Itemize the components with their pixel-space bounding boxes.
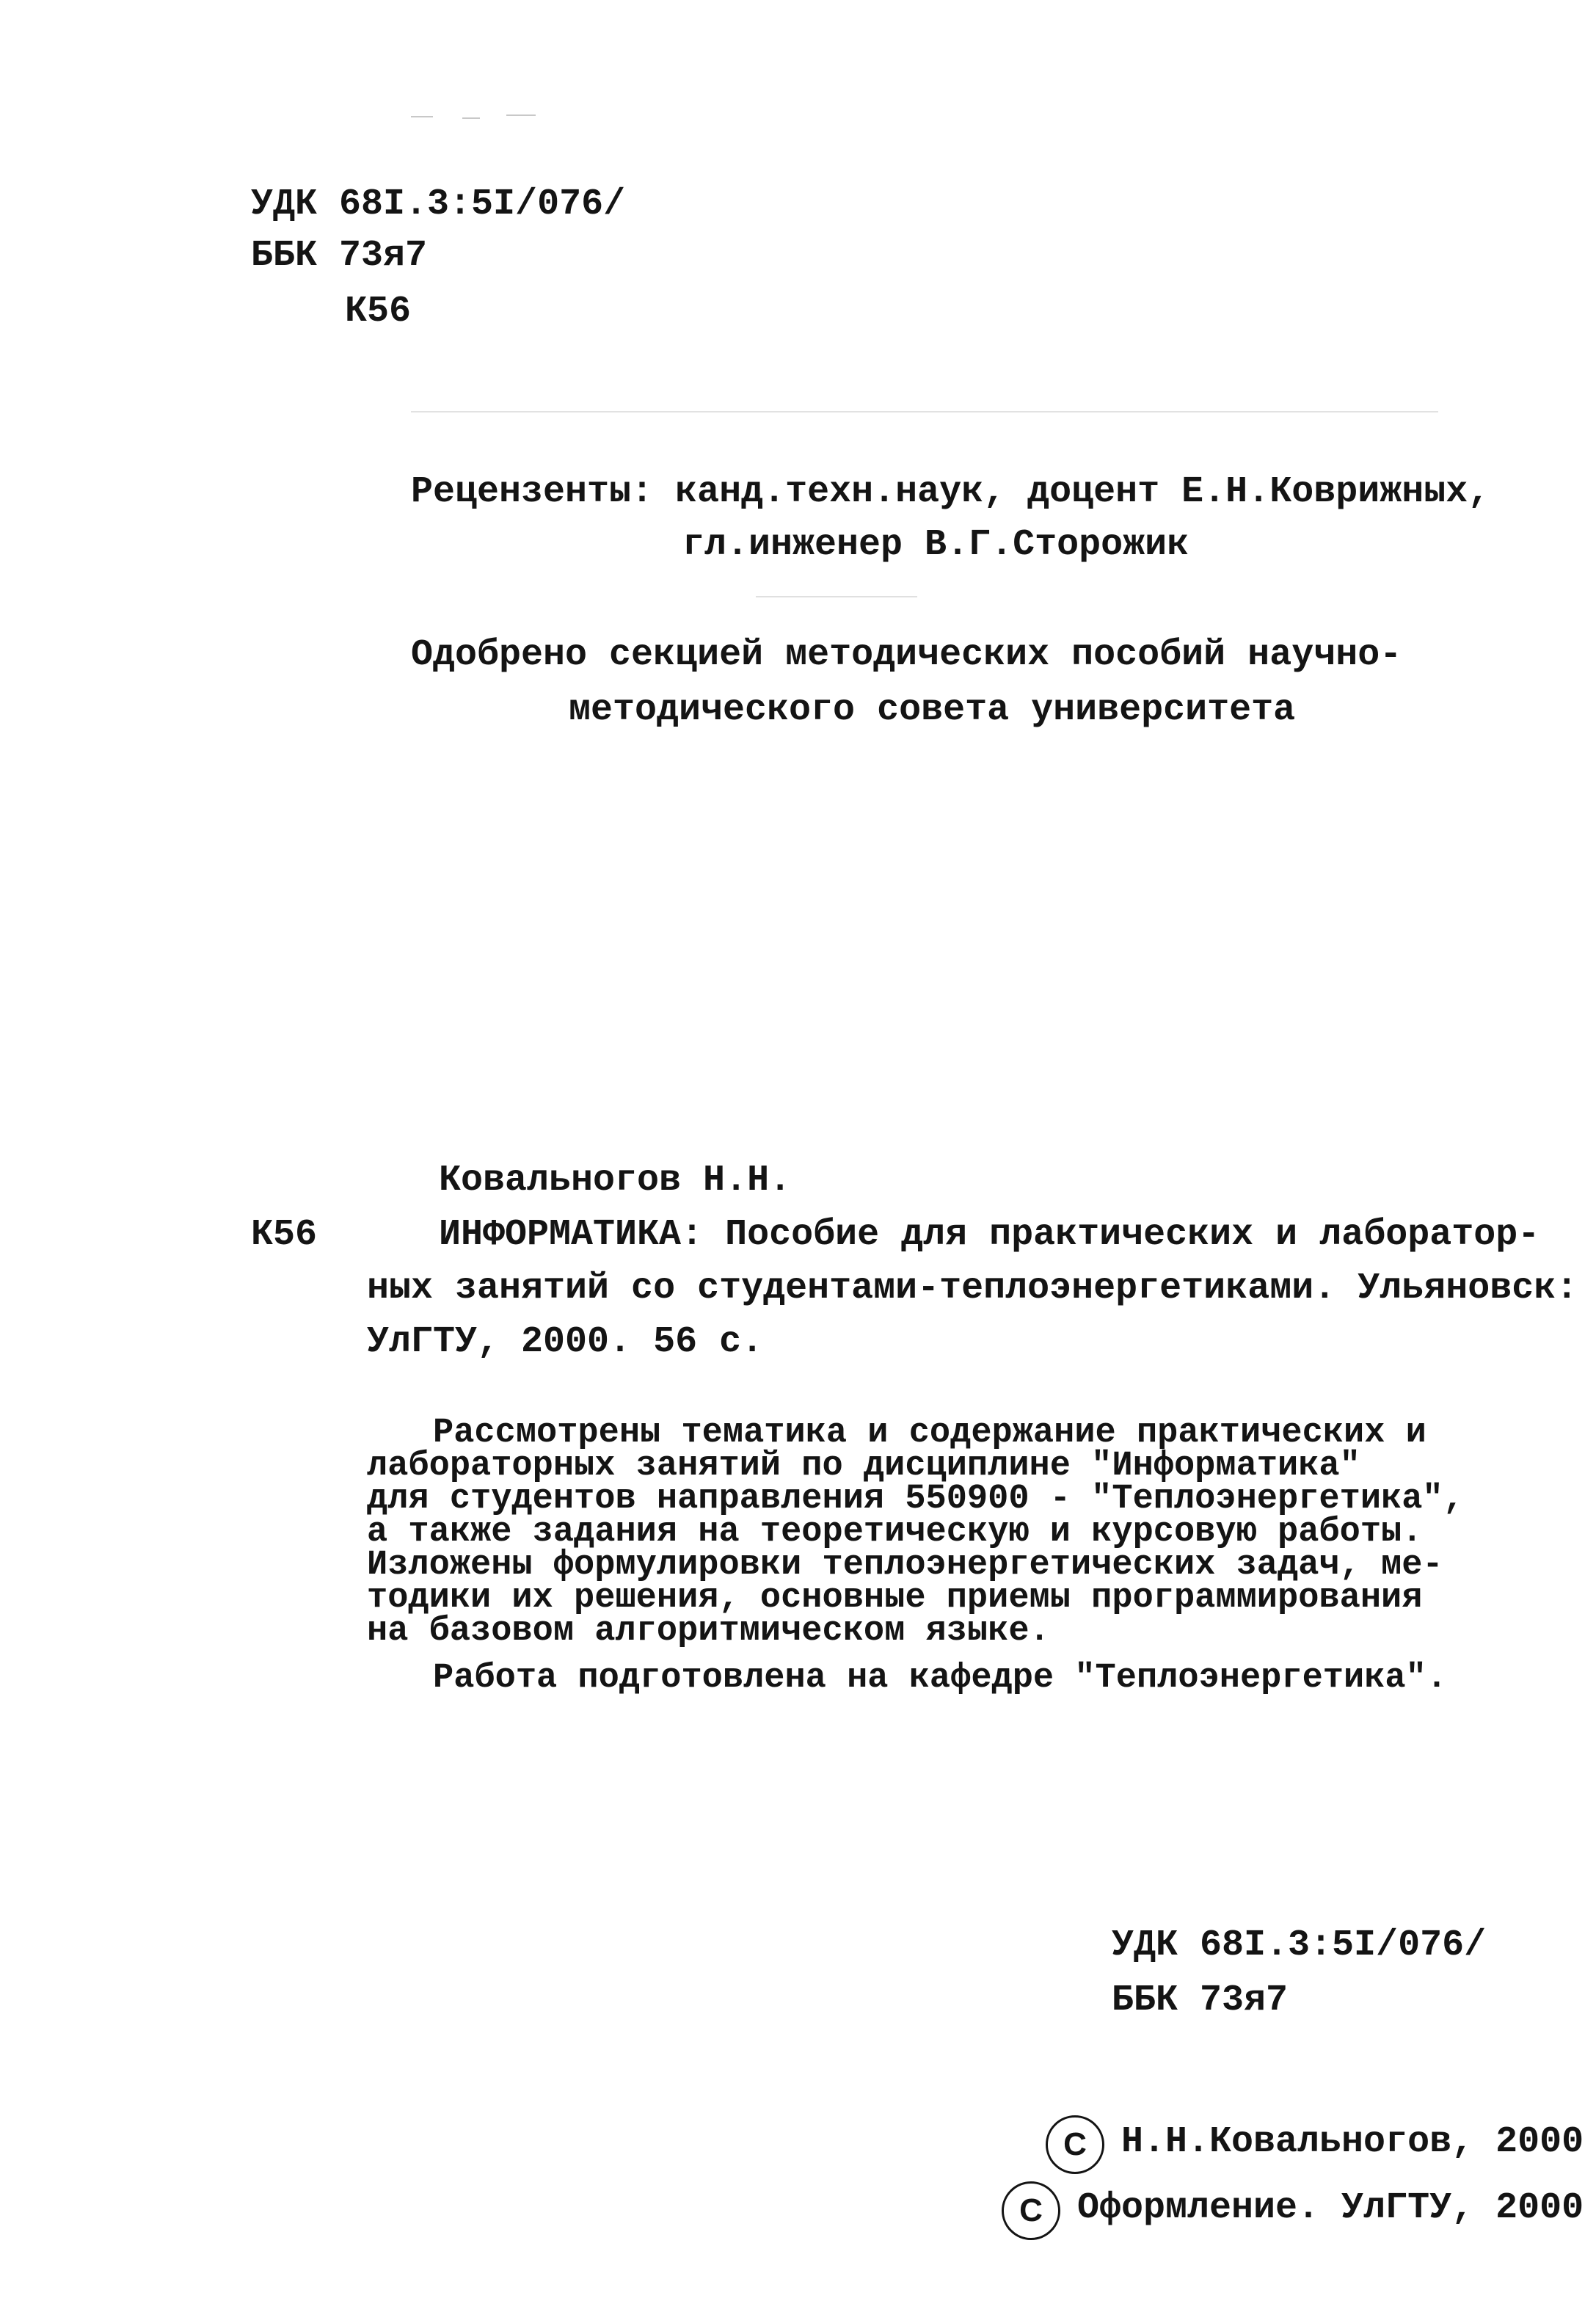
copyright-line-1: Н.Н.Ковальногов, 2000 (1121, 2121, 1584, 2163)
copyright-symbol-1: С (1046, 2115, 1104, 2174)
abstract-line-3: для студентов направления 550900 - "Теплоэнергетика", (367, 1480, 1464, 1519)
copyright-line-2: Оформление. УлГТУ, 2000 (1077, 2187, 1584, 2229)
reviewers-line-1: Рецензенты: канд.техн.наук, доцент Е.Н.Коврижных, (411, 471, 1490, 513)
abstract-line-5: Изложены формулировки теплоэнергетических задач, ме- (367, 1546, 1443, 1585)
scan-speck (462, 117, 480, 119)
abstract-line-1: Рассмотрены тематика и содержание практических и (433, 1414, 1426, 1453)
abstract-line-4: а также задания на теоретическую и курсовую работы. (367, 1513, 1423, 1552)
abstract-line-7: на базовом алгоритмическом языке. (367, 1612, 1050, 1651)
bbk-code-bottom: ББК 73я7 (1112, 1980, 1289, 2021)
abstract-note: Работа подготовлена на кафедре "Теплоэнергетика". (433, 1659, 1448, 1698)
bbk-code-top: ББК 73я7 (251, 235, 428, 277)
scan-speck (506, 114, 536, 116)
scan-speck (411, 116, 433, 117)
bib-title-line-1: ИНФОРМАТИКА: Пособие для практических и лаборатор- (439, 1214, 1540, 1256)
bib-title-line-3: УлГТУ, 2000. 56 с. (367, 1321, 764, 1363)
bib-index: К56 (251, 1214, 318, 1256)
udk-code-top: УДК 68I.3:5I/076/ (251, 183, 626, 225)
abstract-line-6: тодики их решения, основные приемы программирования (367, 1579, 1423, 1618)
bib-author: Ковальногов Н.Н. (439, 1160, 792, 1202)
bib-title-line-2: ных занятий со студентами-теплоэнергетиками. Ульяновск: (367, 1268, 1578, 1309)
udk-code-bottom: УДК 68I.3:5I/076/ (1112, 1924, 1487, 1966)
copyright-symbol-2: С (1002, 2181, 1060, 2240)
scan-speck (411, 411, 1438, 412)
author-index-top: К56 (345, 291, 412, 332)
reviewers-line-2: гл.инженер В.Г.Сторожик (682, 524, 1189, 566)
scan-speck (756, 596, 917, 597)
approval-line-1: Одобрено секцией методических пособий научно- (411, 634, 1402, 676)
abstract-line-2: лабораторных занятий по дисциплине "Информатика" (367, 1447, 1360, 1486)
approval-line-2: методического совета университета (569, 689, 1296, 731)
